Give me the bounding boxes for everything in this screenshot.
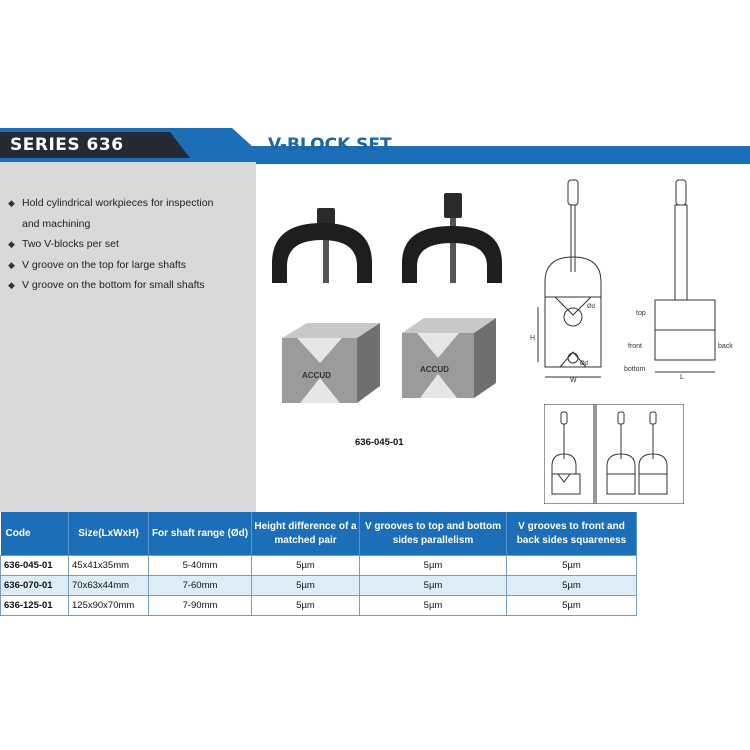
cell-squareness: 5µm: [507, 596, 637, 616]
feature-item: ◆ V groove on the bottom for small shafts: [6, 275, 256, 296]
cell-range: 5-40mm: [149, 556, 252, 576]
bullet-icon: ◆: [8, 259, 15, 270]
cell-range: 7-60mm: [149, 576, 252, 596]
svg-text:L: L: [680, 374, 684, 381]
svg-text:W: W: [570, 377, 577, 384]
cell-parallelism: 5µm: [360, 556, 507, 576]
feature-item: ◆ Two V-blocks per set: [6, 234, 256, 255]
svg-text:Ød: Ød: [587, 304, 596, 310]
bullet-icon: ◆: [8, 198, 15, 208]
technical-drawing: [510, 172, 750, 392]
cell-code: 636-070-01: [1, 576, 69, 596]
cell-squareness: 5µm: [507, 576, 637, 596]
v-block-product-photo: [262, 188, 502, 423]
cell-code: 636-125-01: [1, 596, 69, 616]
feature-list: [6, 193, 256, 296]
table-row: [1, 556, 637, 576]
series-label: SERIES 636: [10, 135, 124, 155]
front-view: [538, 180, 601, 377]
cell-code: 636-045-01: [1, 556, 69, 576]
cell-size: 125x90x70mm: [69, 596, 149, 616]
usage-illustrations: [544, 404, 684, 504]
column-header: V grooves to top and bottom sides parallelism: [360, 512, 507, 556]
column-header: V grooves to front and back sides squareness: [507, 512, 637, 556]
specification-table: [0, 512, 637, 616]
svg-text:ACCUD: ACCUD: [302, 371, 331, 380]
cell-height-diff: 5µm: [252, 576, 360, 596]
v-block-right: [402, 193, 502, 398]
feature-item: and machining: [22, 217, 91, 230]
cell-squareness: 5µm: [507, 556, 637, 576]
cell-parallelism: 5µm: [360, 596, 507, 616]
bullet-icon: ◆: [8, 280, 15, 290]
cell-height-diff: 5µm: [252, 556, 360, 576]
column-header: Code: [1, 512, 69, 556]
svg-text:front: front: [628, 343, 643, 350]
svg-text:Ød: Ød: [580, 361, 589, 367]
column-header: Size(LxWxH): [69, 512, 149, 556]
table-row: [1, 596, 637, 616]
usage-panel-pair: [596, 404, 684, 504]
cell-height-diff: 5µm: [252, 596, 360, 616]
cell-size: 45x41x35mm: [69, 556, 149, 576]
svg-text:H: H: [530, 335, 536, 342]
side-view: [655, 180, 715, 372]
v-block-left: [272, 208, 380, 403]
column-header: Height difference of a matched pair: [252, 512, 360, 556]
svg-text:top: top: [636, 310, 646, 317]
svg-text:ACCUD: ACCUD: [420, 365, 449, 374]
product-title: V-BLOCK SET: [268, 135, 392, 155]
feature-item: ◆ Hold cylindrical workpieces for inspection: [6, 193, 256, 214]
bullet-icon: ◆: [8, 239, 15, 249]
cell-size: 70x63x44mm: [69, 576, 149, 596]
svg-text:back: back: [718, 343, 733, 350]
photo-part-code: 636-045-01: [355, 437, 404, 448]
cell-parallelism: 5µm: [360, 576, 507, 596]
column-header: For shaft range (Ød): [149, 512, 252, 556]
svg-text:bottom: bottom: [624, 366, 646, 373]
table-header-row: [1, 512, 637, 556]
table-row: [1, 576, 637, 596]
feature-item: ◆ V groove on the top for large shafts: [6, 255, 256, 276]
cell-range: 7-90mm: [149, 596, 252, 616]
